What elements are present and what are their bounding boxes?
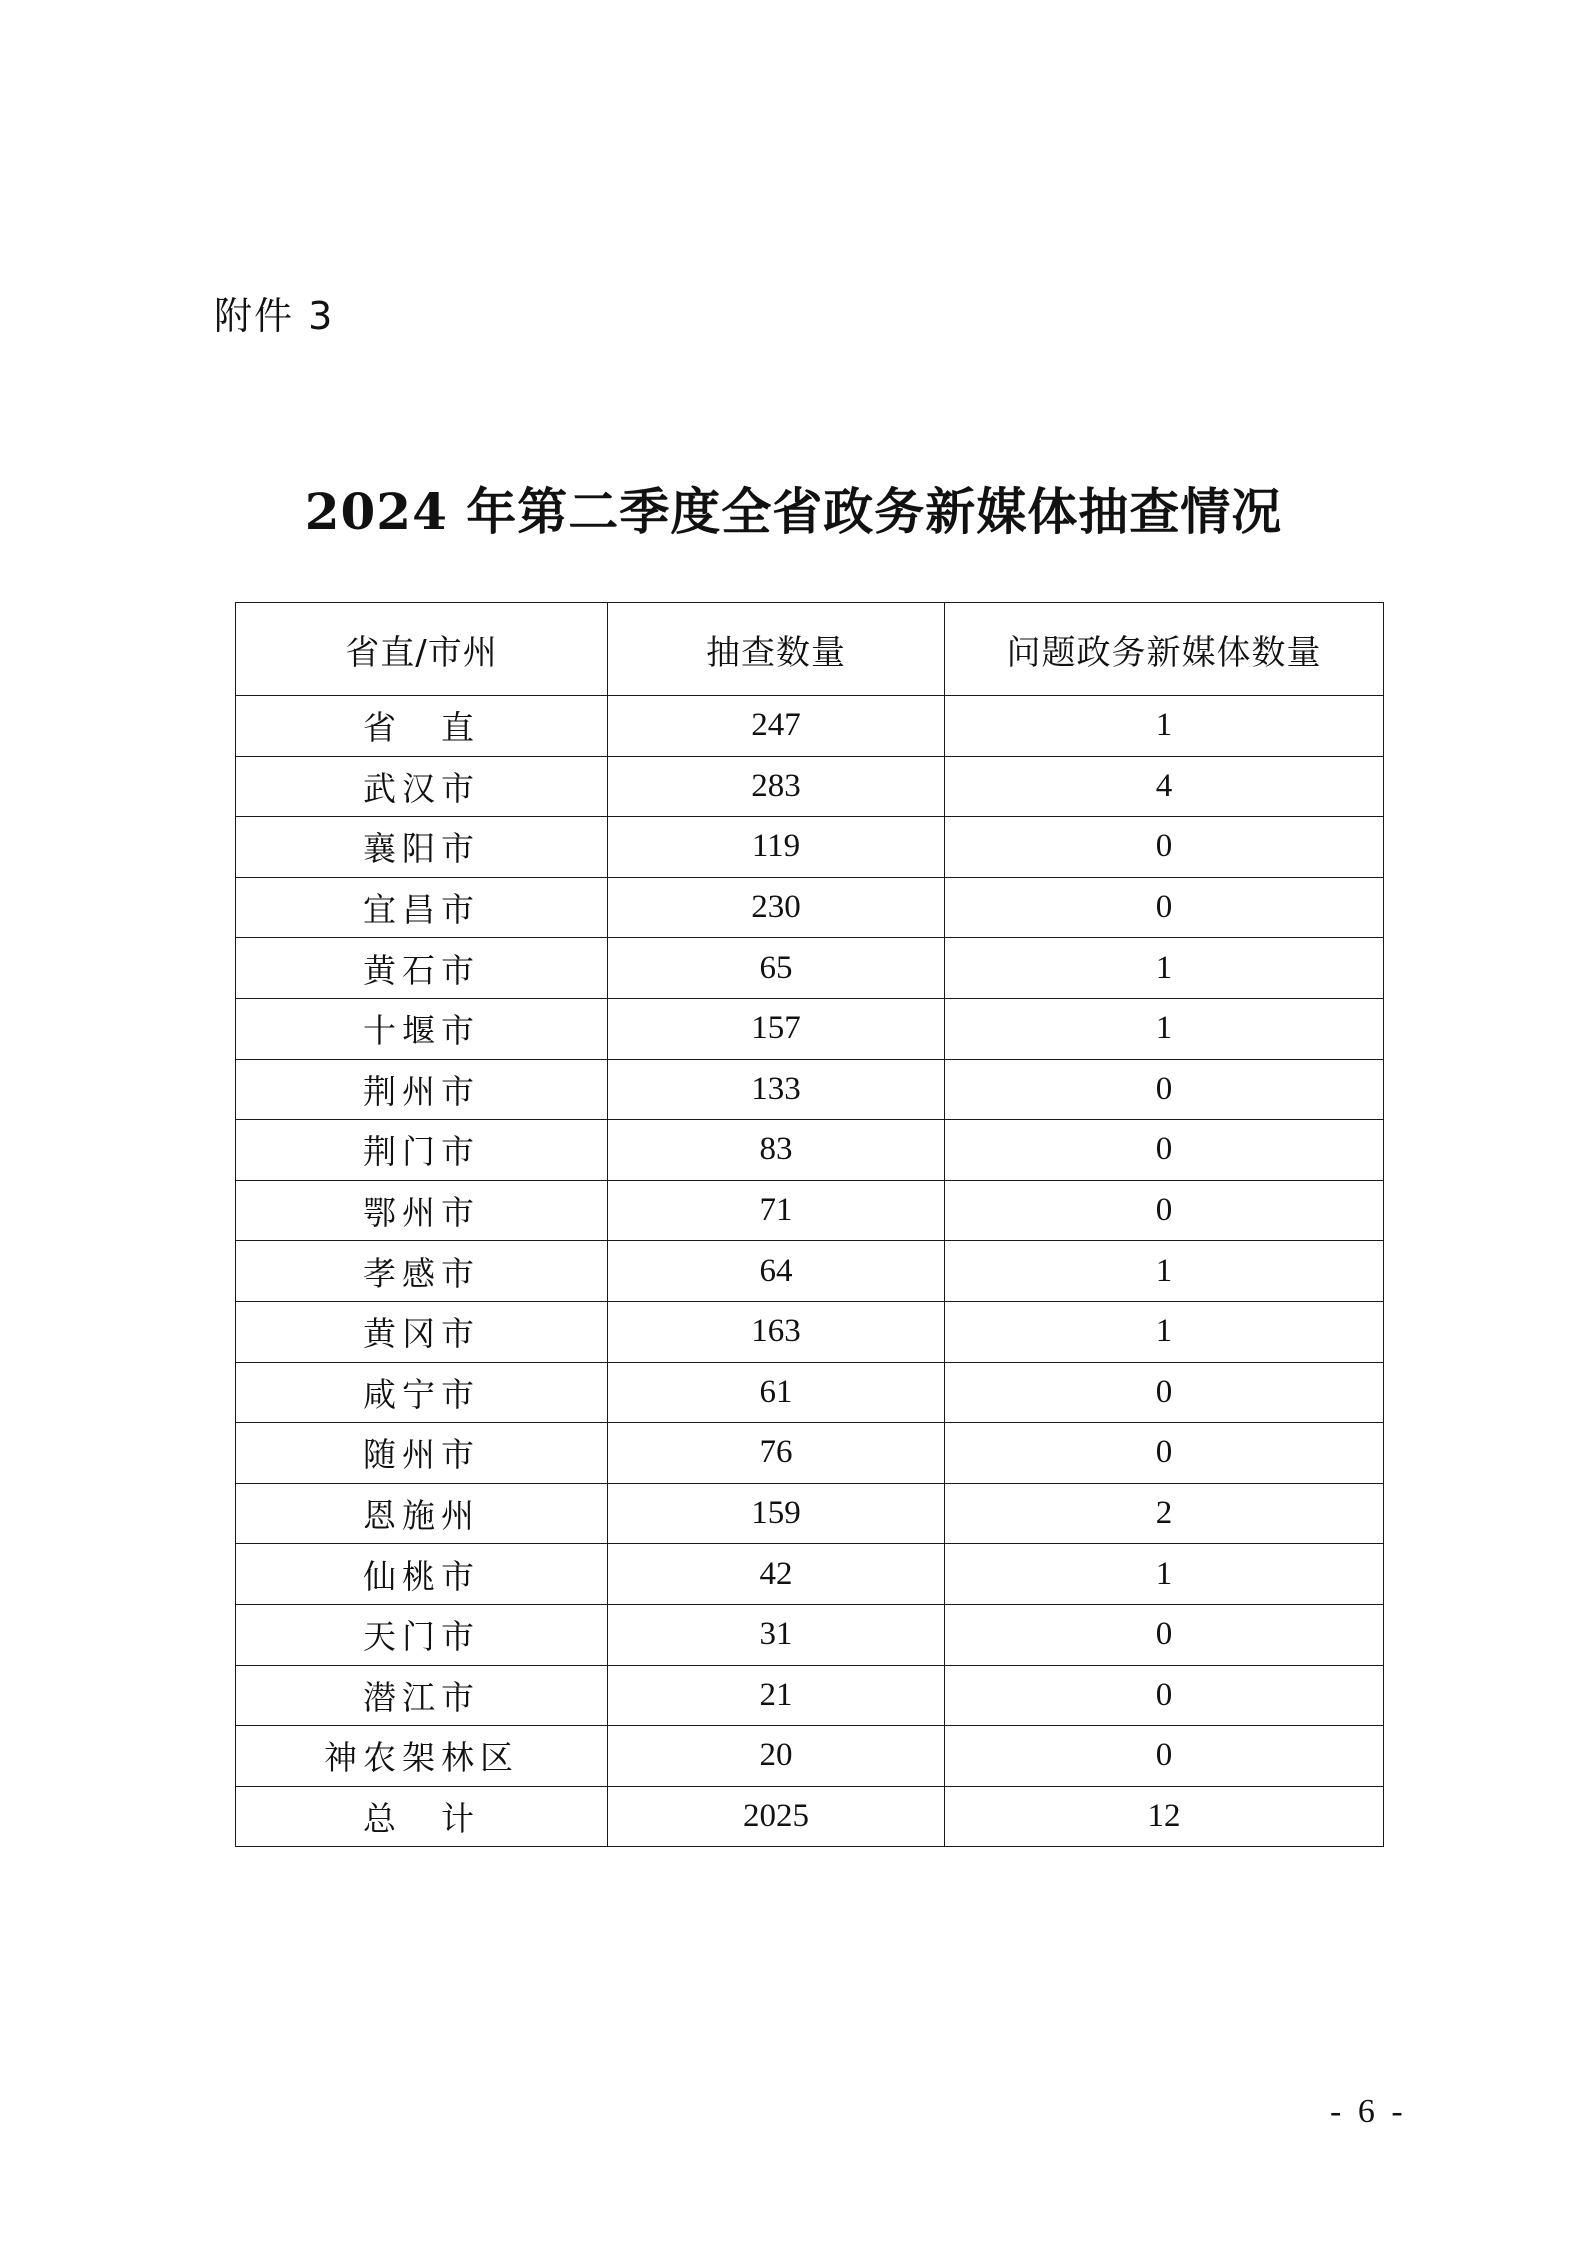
table-row: [236, 1726, 1384, 1787]
sampled-cell: 65: [608, 938, 945, 999]
sampled-cell: 133: [608, 1059, 945, 1120]
sampled-cell: 159: [608, 1483, 945, 1544]
table-row: [236, 1301, 1384, 1362]
table-row: [236, 756, 1384, 817]
region-cell: 仙桃市: [236, 1544, 608, 1605]
table-row: [236, 1604, 1384, 1665]
total-problems-cell: 12: [945, 1786, 1384, 1847]
table-row: [236, 998, 1384, 1059]
table-row: [236, 1665, 1384, 1726]
table-row: [236, 817, 1384, 878]
problems-cell: 1: [945, 998, 1384, 1059]
sampled-cell: 119: [608, 817, 945, 878]
sampled-cell: 71: [608, 1180, 945, 1241]
header-sampled-count: 抽查数量: [608, 603, 945, 696]
sampled-cell: 64: [608, 1241, 945, 1302]
problems-cell: 1: [945, 1241, 1384, 1302]
sampled-cell: 157: [608, 998, 945, 1059]
attachment-label: 附件 3: [214, 294, 335, 338]
table-row: [236, 1544, 1384, 1605]
region-cell: 随州市: [236, 1423, 608, 1484]
table-header-row: [236, 603, 1384, 696]
region-cell: 荆州市: [236, 1059, 608, 1120]
header-region: 省直/市州: [236, 603, 608, 696]
problems-cell: 0: [945, 1665, 1384, 1726]
table-body: [236, 696, 1384, 1847]
sampled-cell: 83: [608, 1120, 945, 1181]
table-row: [236, 1362, 1384, 1423]
region-cell: 潜江市: [236, 1665, 608, 1726]
table-row: [236, 1423, 1384, 1484]
problems-cell: 1: [945, 938, 1384, 999]
sampled-cell: 42: [608, 1544, 945, 1605]
problems-cell: 1: [945, 1544, 1384, 1605]
problems-cell: 0: [945, 1423, 1384, 1484]
sampled-cell: 21: [608, 1665, 945, 1726]
sampled-cell: 61: [608, 1362, 945, 1423]
region-cell: 神农架林区: [236, 1726, 608, 1787]
sampled-cell: 20: [608, 1726, 945, 1787]
table-row: [236, 877, 1384, 938]
region-cell: 鄂州市: [236, 1180, 608, 1241]
table-row: [236, 696, 1384, 757]
sampled-cell: 230: [608, 877, 945, 938]
problems-cell: 0: [945, 1604, 1384, 1665]
problems-cell: 2: [945, 1483, 1384, 1544]
sampled-cell: 247: [608, 696, 945, 757]
problems-cell: 0: [945, 877, 1384, 938]
region-cell: 黄石市: [236, 938, 608, 999]
total-row: [236, 1786, 1384, 1847]
problems-cell: 0: [945, 1120, 1384, 1181]
table-row: [236, 1483, 1384, 1544]
region-cell: 襄阳市: [236, 817, 608, 878]
region-cell: 宜昌市: [236, 877, 608, 938]
region-cell: 孝感市: [236, 1241, 608, 1302]
problems-cell: 1: [945, 1301, 1384, 1362]
table-row: [236, 1120, 1384, 1181]
region-cell: 黄冈市: [236, 1301, 608, 1362]
region-cell: 省 直: [236, 696, 608, 757]
problems-cell: 0: [945, 1180, 1384, 1241]
problems-cell: 0: [945, 1362, 1384, 1423]
region-cell: 武汉市: [236, 756, 608, 817]
region-cell: 天门市: [236, 1604, 608, 1665]
region-cell: 十堰市: [236, 998, 608, 1059]
region-cell: 荆门市: [236, 1120, 608, 1181]
region-cell: 恩施州: [236, 1483, 608, 1544]
document-title: 2024 年第二季度全省政务新媒体抽查情况: [304, 482, 1283, 541]
sampled-cell: 283: [608, 756, 945, 817]
sampled-cell: 76: [608, 1423, 945, 1484]
total-label-cell: 总 计: [236, 1786, 608, 1847]
table-row: [236, 1059, 1384, 1120]
problems-cell: 0: [945, 817, 1384, 878]
header-problem-count: 问题政务新媒体数量: [945, 603, 1384, 696]
inspection-table: [235, 602, 1384, 1847]
region-cell: 咸宁市: [236, 1362, 608, 1423]
total-sampled-cell: 2025: [608, 1786, 945, 1847]
sampled-cell: 31: [608, 1604, 945, 1665]
table-row: [236, 1180, 1384, 1241]
problems-cell: 0: [945, 1059, 1384, 1120]
sampled-cell: 163: [608, 1301, 945, 1362]
page-number: - 6 -: [1330, 2093, 1407, 2130]
table-row: [236, 1241, 1384, 1302]
problems-cell: 0: [945, 1726, 1384, 1787]
table-row: [236, 938, 1384, 999]
problems-cell: 4: [945, 756, 1384, 817]
problems-cell: 1: [945, 696, 1384, 757]
